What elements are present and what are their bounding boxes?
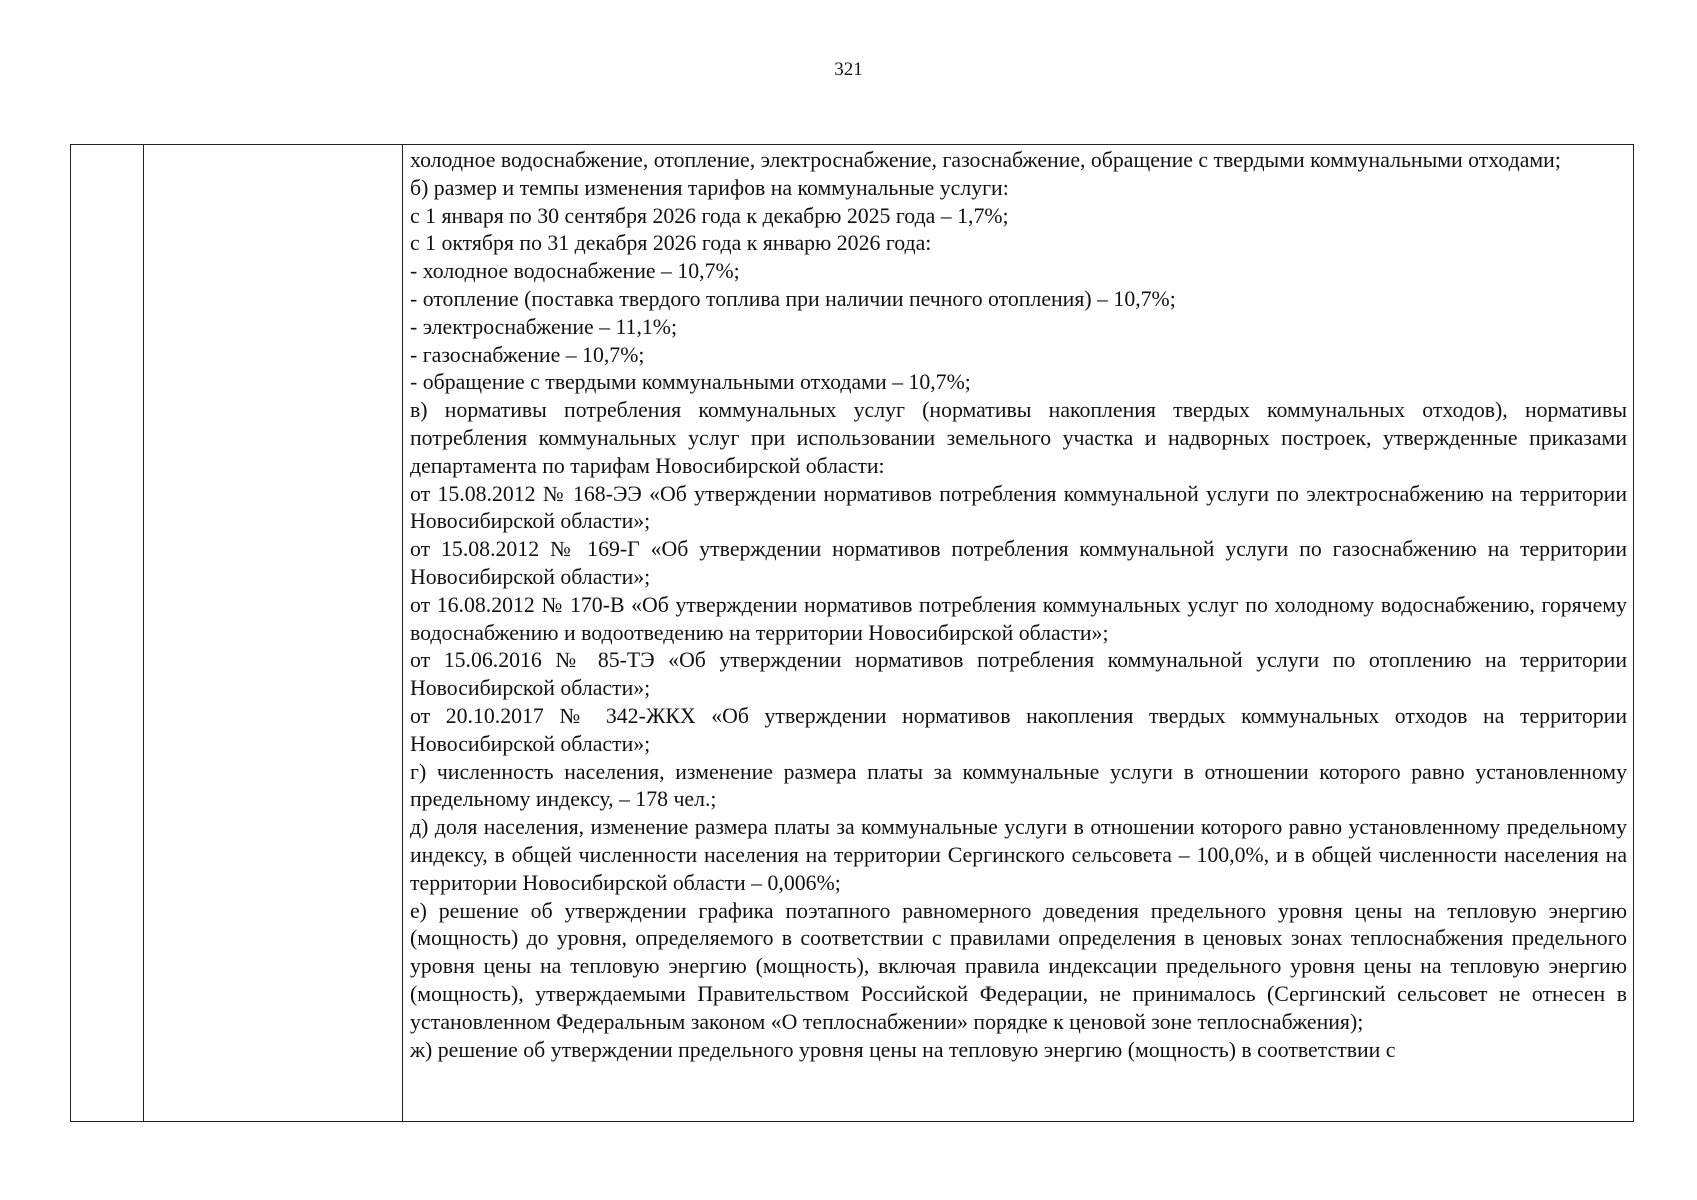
list-item: - обращение с твердыми коммунальными отходами – 10,7%; [410,370,971,395]
paragraph: от 15.08.2012 № 169-Г «Об утверждении нормативов потребления коммунальной услуги по газоснабжению на территории Новосибирской области»; [410,537,1627,589]
column-divider-2 [402,145,403,1121]
list-item: - электроснабжение – 11,1%; [410,314,678,339]
paragraph: от 16.08.2012 № 170-В «Об утверждении нормативов потребления коммунальных услуг по холодному водоснабжению, горячему водоснабжению и водоотведению на территории Новосибирской области»; [410,592,1627,645]
document-table [70,144,1634,1122]
column-divider-1 [143,145,144,1121]
paragraph: с 1 октября по 31 декабря 2026 года к январю 2026 года: [410,231,932,256]
paragraph: от 15.06.2016 № 85-ТЭ «Об утверждении нормативов потребления коммунальной услуги по отоплению на территории Новосибирской области»; [410,648,1627,701]
paragraph: с 1 января по 30 сентября 2026 года к декабрю 2025 года – 1,7%; [410,203,1009,228]
paragraph: е) решение об утверждении графика поэтапного равномерного доведения предельного уровня цены на тепловую энергию (мощность) до уровня, определяемого в соответствии с правилами определения в ценовых зонах теплоснабжения предельного уровня цены на тепловую энергию (мощность), включая правила индексации предельного уровня цены на тепловую энергию (мощность), утверждаемыми Правительством Российской Федерации, не принималось (Сергинский сельсовет не отнесен в установленном Федеральным законом «О теплоснабжении» порядке к ценовой зоне теплоснабжения); [410,898,1627,1034]
paragraph: б) размер и темпы изменения тарифов на коммунальные услуги: [410,175,1009,200]
paragraph: от 15.08.2012 № 168-ЭЭ «Об утверждении нормативов потребления коммунальной услуги по электроснабжению на территории Новосибирской области»; [410,481,1627,534]
list-item: - газоснабжение – 10,7%; [410,342,645,367]
paragraph: от 20.10.2017 № 342-ЖКХ «Об утверждении нормативов накопления твердых коммунальных отходов на территории Новосибирской области»; [410,703,1627,756]
paragraph: в) нормативы потребления коммунальных услуг (нормативы накопления твердых коммунальных отходов), нормативы потребления коммунальных услуг при использовании земельного участка и надворных построек, утвержденные приказами департамента по тарифам Новосибирской области: [410,398,1627,478]
paragraph: ж) решение об утверждении предельного уровня цены на тепловую энергию (мощность) в соответствии с [410,1037,1396,1062]
list-item: - холодное водоснабжение – 10,7%; [410,259,740,284]
paragraph: г) численность населения, изменение размера платы за коммунальные услуги в отношении которого равно установленному предельному индексу, – 178 чел.; [410,759,1627,812]
list-item: - отопление (поставка твердого топлива при наличии печного отопления) – 10,7%; [410,286,1176,311]
page-number: 321 [834,59,863,80]
paragraph: д) доля населения, изменение размера платы за коммунальные услуги в отношении которого равно установленному предельному индексу, в общей численности населения на территории Сергинского сельсовета – 100,0%, и в общей численности населения на территории Новосибирской области – 0,006%; [410,815,1627,895]
paragraph: холодное водоснабжение, отопление, электроснабжение, газоснабжение, обращение с твердыми коммунальными отходами; [410,148,1561,172]
table-cell-text [410,147,1627,1064]
